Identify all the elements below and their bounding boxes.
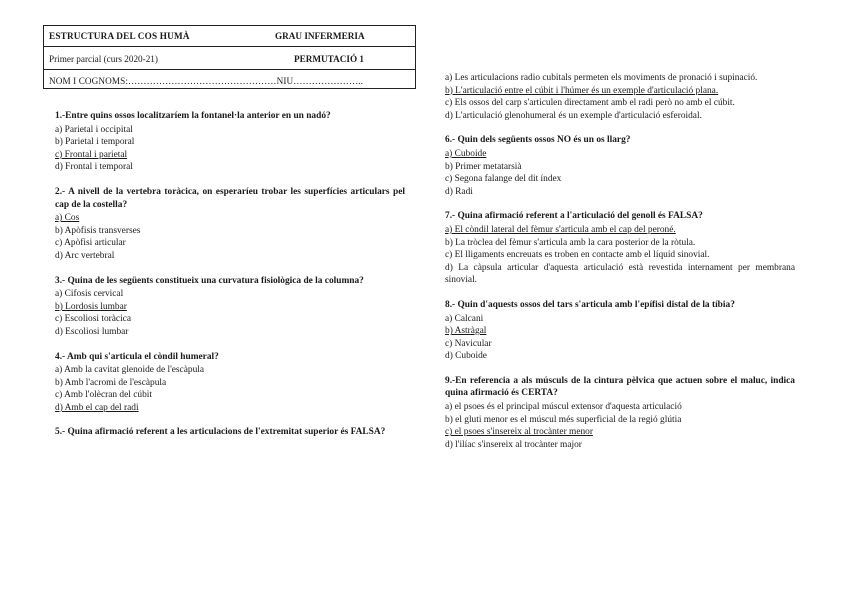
- question-title: 6.- Quin dels següents ossos NO és un os llarg?: [445, 135, 631, 146]
- answer-text: a) el psoes és el principal múscul extensor d'aquesta articulació: [445, 402, 682, 413]
- question-block: [55, 110, 405, 174]
- answer-option: [55, 237, 405, 250]
- answer-text: d) Radi: [445, 186, 473, 197]
- answer-option: [55, 313, 405, 326]
- answer-option-marked: [55, 149, 405, 162]
- answer-text: c) Els ossos del carp s'articulen directament amb el radi però no amb el cúbit.: [445, 98, 735, 109]
- answer-text: d) Frontal i temporal: [55, 162, 133, 173]
- answer-option: [55, 225, 405, 238]
- answer-text: a) Amb la cavitat glenoide de l'escàpula: [55, 365, 205, 376]
- answer-text: d) Escoliosi lumbar: [55, 326, 129, 337]
- answer-text: b) Parietal i temporal: [55, 137, 135, 148]
- question-block: [55, 351, 405, 415]
- question-block: [445, 72, 795, 122]
- header-divider: [44, 46, 415, 47]
- answer-option: [55, 250, 405, 263]
- answer-text: d) Amb el cap del radi: [55, 402, 139, 413]
- question-title: 3.- Quina de les següents constitueix una curvatura fisiològica de la columna?: [55, 275, 364, 286]
- answer-text: b) Astràgal: [445, 326, 487, 337]
- question-block: [55, 186, 405, 263]
- right-column: [445, 72, 795, 463]
- answer-option-marked: [445, 224, 795, 237]
- answer-option: [445, 186, 795, 199]
- answer-option: [55, 136, 405, 149]
- question-block: [55, 275, 405, 339]
- question-block: [55, 426, 405, 439]
- answer-option: [55, 288, 405, 301]
- question-title: 1.-Entre quins ossos localitzaríem la fontanel·la anterior en un nadó?: [55, 111, 331, 121]
- answer-text: b) La tròclea del fèmur s'articula amb la cara posterior de la ròtula.: [445, 237, 696, 248]
- answer-text: c) Segona falange del dit índex: [445, 174, 562, 185]
- answer-option: [445, 110, 795, 123]
- answer-text: d) l'ilíac s'insereix al trocànter major: [445, 439, 582, 450]
- answer-option: [55, 161, 405, 174]
- left-column: [55, 110, 405, 451]
- answer-option-marked: [55, 301, 405, 314]
- question-block: [445, 210, 795, 287]
- answer-text: c) Apòfisi articular: [55, 238, 126, 249]
- question-title: 8.- Quin d'aquests ossos del tars s'articula amb l'epífisi distal de la tíbia?: [445, 299, 735, 310]
- answer-text: b) Lordosis lumbar: [55, 301, 127, 312]
- answer-option: [445, 439, 795, 452]
- answer-text: c) el psoes s'insereix al trocànter menor: [445, 427, 593, 438]
- answer-option: [55, 377, 405, 390]
- answer-text: b) el gluti menor es el múscul més superficial de la regió glútia: [445, 414, 682, 425]
- answer-text: c) Navicular: [445, 338, 492, 349]
- question-title: 4.- Amb qui s'articula el còndil humeral?: [55, 351, 219, 362]
- answer-text: d) La càpsula articular d'aquesta articulació està revestida internament per membrana sinovial.: [445, 262, 795, 286]
- permutation-label: PERMUTACIÓ 1: [294, 54, 365, 64]
- answer-option-marked: [445, 426, 795, 439]
- answer-text: b) L'articulació entre el cúbit i l'húmer és un exemple d'articulació plana.: [445, 85, 719, 96]
- answer-text: b) Amb l'acromi de l'escàpula: [55, 377, 167, 388]
- answer-option: [445, 237, 795, 250]
- student-name-line: NOM I COGNOMS:…………………………………………NIU…………………..: [49, 76, 364, 86]
- answer-option: [55, 389, 405, 402]
- course-title: ESTRUCTURA DEL COS HUMÀ: [49, 31, 190, 41]
- answer-option-marked: [55, 402, 405, 415]
- answer-option: [445, 161, 795, 174]
- answer-option: [445, 72, 795, 85]
- answer-option-marked: [445, 325, 795, 338]
- degree-name: GRAU INFERMERIA: [275, 31, 365, 41]
- answer-option: [55, 326, 405, 339]
- answer-option-marked: [55, 212, 405, 225]
- answer-text: c) Escoliosi toràcica: [55, 314, 132, 325]
- answer-text: d) Cuboide: [445, 351, 487, 362]
- answer-option: [445, 338, 795, 351]
- exam-header: [43, 25, 416, 89]
- answer-text: a) El còndil lateral del fèmur s'articula amb el cap del peroné.: [445, 224, 676, 235]
- answer-text: a) Cifosis cervical: [55, 289, 124, 300]
- answer-option: [445, 173, 795, 186]
- answer-text: a) Les articulacions radio cubitals permeten els moviments de pronació i supinació.: [445, 73, 758, 83]
- answer-option: [445, 97, 795, 110]
- answer-option: [445, 249, 795, 262]
- answer-option: [445, 401, 795, 414]
- question-block: [445, 299, 795, 363]
- answer-text: a) Cuboide: [445, 148, 487, 159]
- answer-text: c) Frontal i parietal: [55, 149, 128, 160]
- question-title: 7.- Quina afirmació referent a l'articulació del genoll és FALSA?: [445, 211, 703, 222]
- answer-text: d) L'articulació glenohumeral és un exemple d'articulació esferoidal.: [445, 110, 702, 121]
- question-block: [445, 134, 795, 198]
- answer-text: a) Calcani: [445, 313, 484, 324]
- answer-text: b) Apòfisis transverses: [55, 225, 141, 236]
- question-block: [445, 375, 795, 452]
- answer-text: a) Parietal i occipital: [55, 124, 133, 135]
- question-title: 9.-En referencia a als músculs de la cintura pèlvica que actuen sobre el maluc, indica quina afirmació és CERTA?: [445, 375, 795, 399]
- answer-option: [445, 350, 795, 363]
- answer-text: b) Primer metatarsià: [445, 161, 522, 172]
- answer-text: d) Arc vertebral: [55, 250, 115, 261]
- header-divider: [44, 69, 415, 70]
- answer-option: [55, 124, 405, 137]
- answer-text: c) El lligaments encreuats es troben en contacte amb el líquid sinovial.: [445, 250, 710, 261]
- answer-text: a) Cos: [55, 213, 80, 224]
- answer-option: [445, 313, 795, 326]
- exam-name: Primer parcial (curs 2020-21): [49, 54, 158, 64]
- answer-option: [55, 364, 405, 377]
- answer-text: c) Amb l'olècran del cúbit: [55, 390, 152, 401]
- answer-option-marked: [445, 85, 795, 98]
- answer-option: [445, 414, 795, 427]
- answer-option: [445, 262, 795, 287]
- question-title: 2.- A nivell de la vertebra toràcica, on esperaríeu trobar les superfícies articulars pel cap de la costella?: [55, 186, 405, 210]
- answer-option-marked: [445, 148, 795, 161]
- question-title: 5.- Quina afirmació referent a les articulacions de l'extremitat superior és FALSA?: [55, 427, 386, 438]
